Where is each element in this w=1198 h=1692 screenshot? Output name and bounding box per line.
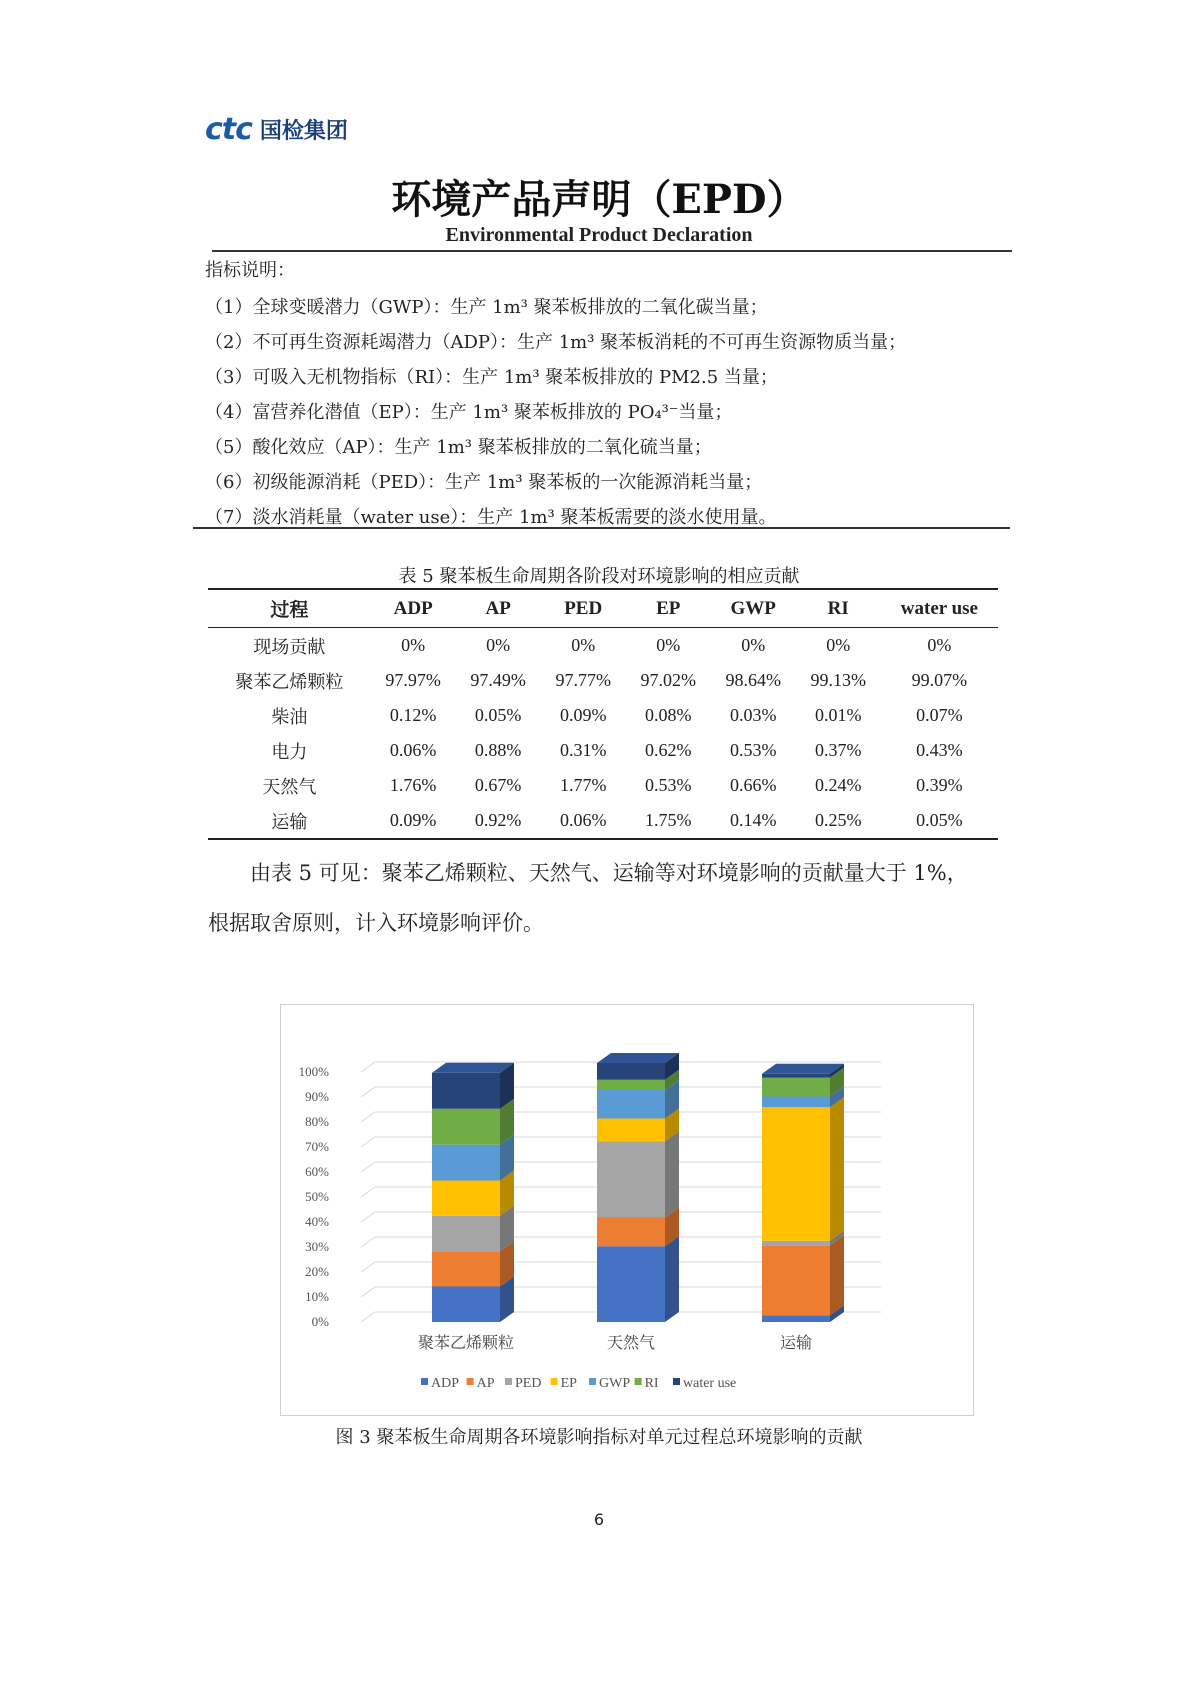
document-subtitle: Environmental Product Declaration bbox=[445, 224, 753, 246]
y-tick-label: 90% bbox=[305, 1089, 329, 1104]
column-header: EP bbox=[626, 589, 711, 628]
cell-value: 0.08% bbox=[644, 705, 692, 725]
bar-segment bbox=[597, 1246, 665, 1322]
y-tick-label: 60% bbox=[305, 1164, 329, 1179]
paragraph-line: 由表 5 可见：聚苯乙烯颗粒、天然气、运输等对环境影响的贡献量大于 1%， bbox=[250, 861, 968, 885]
gridline-depth bbox=[361, 1162, 375, 1172]
cell-value: 99.13% bbox=[810, 670, 866, 690]
legend-label: AP bbox=[476, 1376, 495, 1391]
table-row bbox=[208, 733, 998, 768]
legend-swatch bbox=[589, 1378, 596, 1385]
body-paragraph bbox=[208, 848, 1016, 948]
cell-value: 0.67% bbox=[474, 775, 522, 795]
bar-segment bbox=[762, 1315, 830, 1322]
bar-segment bbox=[432, 1073, 500, 1109]
y-tick-label: 100% bbox=[298, 1064, 329, 1079]
table-header-row bbox=[208, 589, 998, 628]
legend-swatch bbox=[673, 1378, 680, 1385]
cell-value: 0.06% bbox=[541, 803, 626, 839]
bar-segment bbox=[762, 1245, 830, 1315]
gridline-depth bbox=[361, 1262, 375, 1272]
legend-swatch bbox=[467, 1378, 474, 1385]
indicator-heading: 指标说明： bbox=[205, 260, 295, 281]
row-label: 天然气 bbox=[262, 776, 317, 797]
gridline-depth bbox=[361, 1212, 375, 1222]
legend-label: GWP bbox=[599, 1376, 631, 1391]
cell-value: 97.77% bbox=[555, 670, 611, 690]
gridline-depth bbox=[361, 1112, 375, 1122]
x-category-label: 聚苯乙烯颗粒 bbox=[417, 1333, 515, 1352]
cell-value: 0.53% bbox=[729, 740, 777, 760]
table-row bbox=[208, 803, 998, 839]
gridline-depth bbox=[361, 1312, 375, 1322]
cell-value: 0.07% bbox=[916, 705, 963, 725]
cell-value: 0.12% bbox=[389, 705, 437, 725]
indicator-item: （4）富营养化潜值（EP）：生产 1m³ 聚苯板排放的 PO₄³⁻当量； bbox=[205, 402, 733, 423]
cell-value: 0.37% bbox=[814, 740, 862, 760]
table-caption: 表 5 聚苯板生命周期各阶段对环境影响的相应贡献 bbox=[398, 566, 800, 587]
cell-value: 99.07% bbox=[911, 670, 968, 690]
title-divider bbox=[212, 250, 1012, 252]
cell-value: 1.76% bbox=[389, 775, 437, 795]
indicator-divider bbox=[193, 527, 1010, 529]
bar-segment bbox=[597, 1141, 665, 1217]
bar-segment bbox=[762, 1241, 830, 1246]
gridline-depth bbox=[361, 1062, 375, 1072]
legend-label: PED bbox=[515, 1376, 542, 1391]
bar-segment-side bbox=[665, 1236, 679, 1322]
bar-segment-side bbox=[665, 1131, 679, 1217]
contribution-table bbox=[208, 588, 998, 840]
cell-value: 0% bbox=[486, 635, 511, 655]
cell-value: 0% bbox=[401, 635, 426, 655]
logo-text: 国检集团 bbox=[259, 119, 348, 144]
indicator-item: （7）淡水消耗量（water use）：生产 1m³ 聚苯板需要的淡水使用量。 bbox=[205, 507, 777, 528]
indicator-item: （2）不可再生资源耗竭潜力（ADP）：生产 1m³ 聚苯板消耗的不可再生资源物质当量； bbox=[205, 332, 907, 353]
row-label: 现场贡献 bbox=[253, 636, 326, 657]
page-number: 6 bbox=[593, 1510, 605, 1529]
cell-value: 0.92% bbox=[456, 803, 541, 839]
table-row bbox=[208, 768, 998, 803]
cell-value: 0.14% bbox=[711, 803, 796, 839]
cell-value: 0.05% bbox=[474, 705, 522, 725]
cell-value: 0.88% bbox=[474, 740, 522, 760]
cell-value: 0.05% bbox=[881, 803, 998, 839]
legend-swatch bbox=[505, 1378, 512, 1385]
bar-segment bbox=[432, 1216, 500, 1252]
gridline-depth bbox=[361, 1237, 375, 1247]
chart-frame bbox=[280, 1004, 974, 1416]
column-header: ADP bbox=[371, 589, 456, 628]
legend-label: ADP bbox=[431, 1376, 460, 1391]
cell-value: 0.24% bbox=[814, 775, 862, 795]
x-category-label: 天然气 bbox=[606, 1333, 656, 1352]
cell-value: 0% bbox=[656, 635, 681, 655]
cell-value: 98.64% bbox=[725, 670, 781, 690]
gridline-depth bbox=[361, 1137, 375, 1147]
bar-segment bbox=[597, 1119, 665, 1142]
bar-segment bbox=[597, 1090, 665, 1119]
cell-value: 0.62% bbox=[644, 740, 692, 760]
bar-top-face bbox=[432, 1063, 514, 1073]
bar-segment bbox=[762, 1097, 830, 1108]
gridline-depth bbox=[361, 1187, 375, 1197]
bar-segment bbox=[432, 1181, 500, 1216]
bar-segment bbox=[597, 1218, 665, 1247]
column-header: 过程 bbox=[208, 589, 371, 628]
legend-swatch bbox=[635, 1378, 642, 1385]
y-tick-label: 40% bbox=[305, 1214, 329, 1229]
bar-segment bbox=[432, 1287, 500, 1323]
gridline-depth bbox=[361, 1087, 375, 1097]
y-tick-label: 0% bbox=[311, 1314, 329, 1329]
y-tick-label: 50% bbox=[305, 1189, 329, 1204]
row-label: 柴油 bbox=[271, 706, 308, 727]
column-header: GWP bbox=[711, 589, 796, 628]
column-header: AP bbox=[456, 589, 541, 628]
bar-segment bbox=[432, 1145, 500, 1181]
bar-segment bbox=[597, 1063, 665, 1080]
logo-mark: ctc bbox=[205, 112, 252, 147]
y-tick-label: 70% bbox=[305, 1139, 329, 1154]
bar-segment bbox=[432, 1109, 500, 1145]
row-label: 电力 bbox=[271, 741, 308, 762]
gridline-depth bbox=[361, 1287, 375, 1297]
bar-segment bbox=[762, 1074, 830, 1078]
cell-value: 0% bbox=[741, 635, 766, 655]
y-tick-label: 10% bbox=[305, 1289, 329, 1304]
bar-segment bbox=[762, 1078, 830, 1097]
cell-value: 0.09% bbox=[559, 705, 607, 725]
y-tick-label: 20% bbox=[305, 1264, 329, 1279]
cell-value: 0.01% bbox=[814, 705, 862, 725]
bar-top-face bbox=[762, 1064, 844, 1074]
bar-segment bbox=[762, 1107, 830, 1241]
cell-value: 1.77% bbox=[559, 775, 607, 795]
cell-value: 0% bbox=[571, 635, 596, 655]
cell-value: 0.09% bbox=[371, 803, 456, 839]
cell-value: 0.66% bbox=[729, 775, 777, 795]
legend-label: water use bbox=[683, 1376, 737, 1391]
bar-segment-side bbox=[830, 1235, 844, 1315]
x-category-label: 运输 bbox=[779, 1333, 813, 1352]
row-label: 聚苯乙烯颗粒 bbox=[235, 671, 344, 692]
legend-swatch bbox=[551, 1378, 558, 1385]
y-tick-label: 80% bbox=[305, 1114, 329, 1129]
bar-segment bbox=[597, 1080, 665, 1090]
cell-value: 0% bbox=[927, 635, 952, 655]
cell-value: 0.03% bbox=[729, 705, 777, 725]
legend-label: EP bbox=[560, 1376, 577, 1391]
cell-value: 97.97% bbox=[385, 670, 441, 690]
cell-value: 97.02% bbox=[640, 670, 696, 690]
cell-value: 0.43% bbox=[916, 740, 963, 760]
legend-label: RI bbox=[644, 1376, 659, 1391]
document-title: 环境产品声明（EPD） bbox=[391, 176, 807, 223]
figure-caption: 图 3 聚苯板生命周期各环境影响指标对单元过程总环境影响的贡献 bbox=[335, 1427, 863, 1448]
cell-value: 0.53% bbox=[644, 775, 692, 795]
legend-swatch bbox=[421, 1378, 428, 1385]
row-label: 运输 bbox=[208, 803, 371, 839]
cell-value: 97.49% bbox=[470, 670, 526, 690]
cell-value: 0.06% bbox=[389, 740, 437, 760]
table-row bbox=[208, 663, 998, 698]
cell-value: 0.25% bbox=[796, 803, 881, 839]
cell-value: 0.31% bbox=[559, 740, 607, 760]
y-tick-label: 30% bbox=[305, 1239, 329, 1254]
company-logo bbox=[205, 112, 348, 147]
column-header: PED bbox=[541, 589, 626, 628]
indicator-item: （6）初级能源消耗（PED）：生产 1m³ 聚苯板的一次能源消耗当量； bbox=[205, 472, 763, 493]
cell-value: 1.75% bbox=[626, 803, 711, 839]
bar-top-face bbox=[597, 1053, 679, 1063]
column-header: RI bbox=[796, 589, 881, 628]
indicator-item: （5）酸化效应（AP）：生产 1m³ 聚苯板排放的二氧化硫当量； bbox=[205, 437, 712, 458]
indicator-list bbox=[205, 290, 906, 535]
bar-segment-side bbox=[830, 1097, 844, 1241]
table-row bbox=[208, 628, 998, 664]
stacked-bar-chart bbox=[281, 1005, 973, 1415]
paragraph-line: 根据取舍原则，计入环境影响评价。 bbox=[208, 911, 544, 935]
table-row bbox=[208, 698, 998, 733]
indicator-item: （1）全球变暖潜力（GWP）：生产 1m³ 聚苯板排放的二氧化碳当量； bbox=[205, 297, 768, 318]
indicator-item: （3）可吸入无机物指标（RI）：生产 1m³ 聚苯板排放的 PM2.5 当量； bbox=[205, 367, 778, 388]
bar-segment bbox=[432, 1251, 500, 1286]
cell-value: 0% bbox=[826, 635, 851, 655]
column-header: water use bbox=[881, 589, 998, 628]
cell-value: 0.39% bbox=[916, 775, 963, 795]
